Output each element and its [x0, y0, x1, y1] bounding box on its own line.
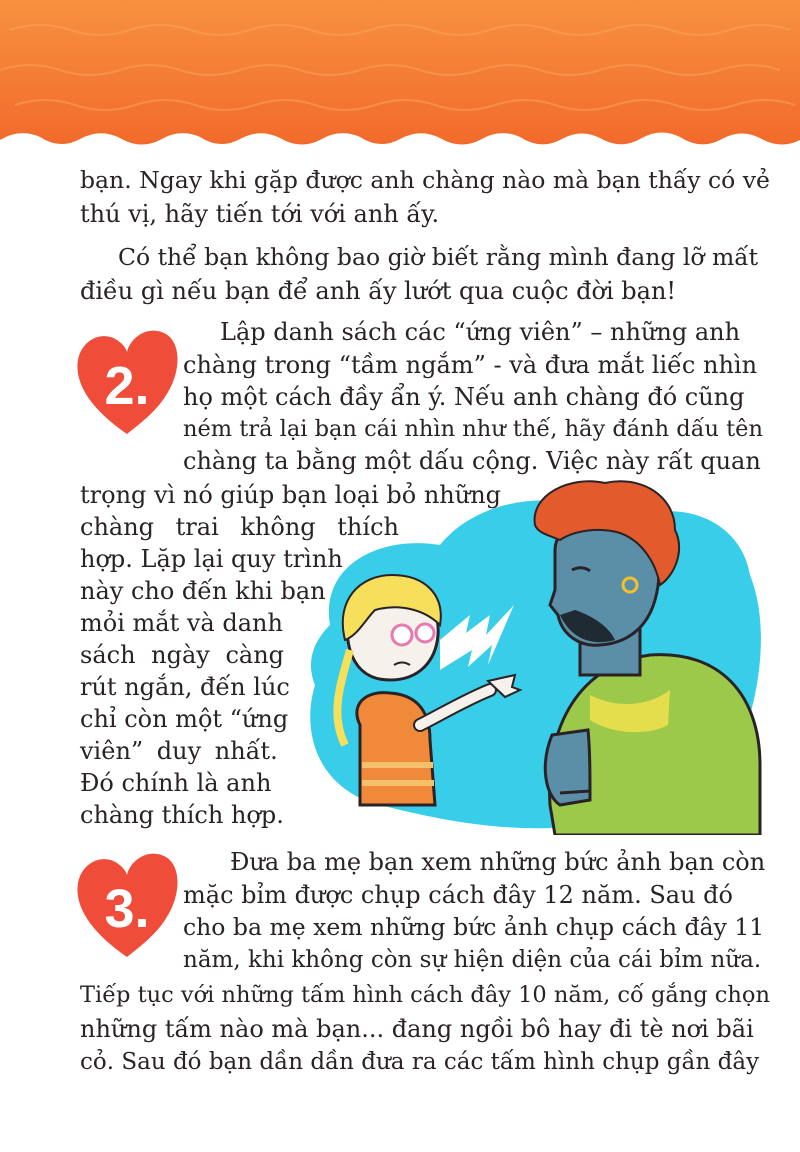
intro-line-1: bạn. Ngay khi gặp được anh chàng nào mà bạn thấy có vẻ	[80, 166, 770, 194]
tip-2-line-9: này cho đến khi bạn	[80, 577, 326, 605]
heart-number-3-icon	[72, 845, 182, 965]
tip-2-line-7: chàng trai không thích	[80, 513, 399, 541]
tip-2-line-10: mỏi mắt và danh	[80, 609, 283, 637]
tip-3-line-2: mặc bỉm được chụp cách đây 12 năm. Sau đó	[183, 881, 733, 909]
tip-2-line-5: chàng ta bằng một dấu cộng. Việc này rất quan	[183, 447, 761, 475]
heart-number-2-icon	[72, 322, 182, 442]
paragraph-2-line-2: điều gì nếu bạn để anh ấy lướt qua cuộc đời bạn!	[80, 277, 677, 305]
illustration-scene	[290, 475, 770, 835]
tip-2-line-4: ném trả lại bạn cái nhìn như thế, hãy đánh dấu tên	[183, 416, 763, 442]
tip-3-line-6: những tấm nào mà bạn... đang ngồi bô hay đi tè nơi bãi	[80, 1015, 754, 1043]
paragraph-2-line-1: Có thể bạn không bao giờ biết rằng mình đang lỡ mất	[118, 243, 759, 271]
top-banner	[0, 0, 800, 150]
tip-2-line-3: họ một cách đầy ẩn ý. Nếu anh chàng đó cũng	[183, 383, 745, 411]
tip-2-line-12: rút ngắn, đến lúc	[80, 673, 290, 701]
tip-2-line-11: sách ngày càng	[80, 641, 285, 669]
tip-2-line-14: viên” duy nhất.	[80, 737, 278, 765]
tip-2-line-13: chỉ còn một “ứng	[80, 705, 289, 733]
intro-line-2: thú vị, hãy tiến tới với anh ấy.	[80, 200, 440, 228]
tip-3-line-5: Tiếp tục với những tấm hình cách đây 10 năm, cố gắng chọn	[80, 982, 770, 1008]
tip-3-line-4: năm, khi không còn sự hiện diện của cái bỉm nữa.	[183, 947, 762, 973]
tip-3-line-7: cỏ. Sau đó bạn dần dần đưa ra các tấm hình chụp gần đây	[80, 1049, 760, 1075]
tip-3-line-1: Đưa ba mẹ bạn xem những bức ảnh bạn còn	[230, 848, 766, 876]
tip-2-line-6: trọng vì nó giúp bạn loại bỏ những	[80, 481, 502, 509]
tip-2-line-15: Đó chính là anh	[80, 769, 272, 797]
tip-3-number: 3.	[104, 879, 150, 939]
tip-2-line-16: chàng thích hợp.	[80, 801, 284, 829]
tip-2-line-1: Lập danh sách các “ứng viên” – những anh	[220, 318, 741, 346]
tip-2-line-8: hợp. Lặp lại quy trình	[80, 545, 343, 573]
tip-2-number: 2.	[104, 356, 150, 416]
tip-2-line-2: chàng trong “tầm ngắm” - và đưa mắt liếc nhìn	[183, 351, 758, 379]
tip-3-line-3: cho ba mẹ xem những bức ảnh chụp cách đây 11	[183, 913, 765, 941]
